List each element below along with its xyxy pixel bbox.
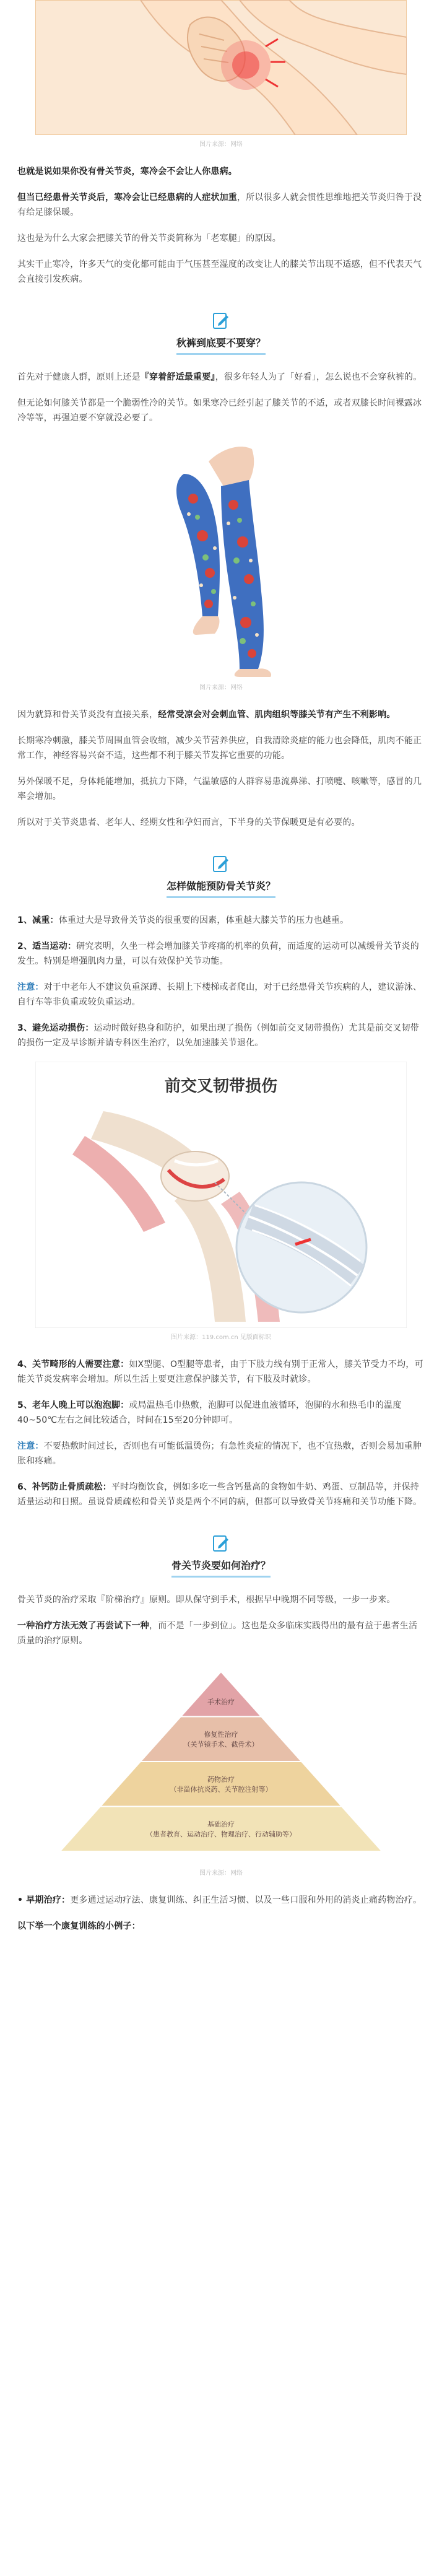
pyramid-level-label: （非甾体抗炎药、关节腔注射等）	[170, 1785, 272, 1794]
pen-icon	[212, 855, 230, 873]
list-item: 6、补钙防止骨质疏松：平时均衡饮食，例如多吃一些含钙量高的食物如牛奶、鸡蛋、豆制品等，并保持适量运动和日照。虽说骨质疏松和骨关节炎是两个不同的病，但都可以导致骨关节疼痛和关节功能下降。	[17, 1482, 422, 1507]
acl-injury-figure	[17, 1062, 425, 1328]
pyramid-level-label: 基础治疗	[207, 1820, 235, 1828]
treatment-pyramid	[17, 1659, 425, 1864]
paragraph: 以下举一个康复训练的小例子：	[17, 1921, 141, 1931]
section-header	[17, 1534, 425, 1578]
pyramid-level-label: 手术治疗	[207, 1698, 235, 1706]
image-caption: 图片来源：网络	[199, 141, 243, 148]
pyramid-level-label: 修复性治疗	[204, 1730, 238, 1739]
paragraph: 另外保暖不足，身体耗能增加，抵抗力下降，气温敏感的人群容易患流鼻涕、打喷嚏、咳嗽等，感冒的几率会增加。	[17, 777, 422, 801]
pyramid-level	[100, 1762, 342, 1807]
note: 注意：不要热敷时间过长，否则也有可能低温烫伤；有急性炎症的情况下，也不宜热敷，否则会易加重肿胀和疼痛。	[17, 1441, 422, 1466]
knee-pain-illustration	[0, 0, 442, 135]
list-item: 5、老年人晚上可以泡泡脚：或局温热毛巾热敷，泡脚可以促进血液循环，泡脚的水和热毛巾的温度40~50℃左右之间比较适合，时间在15至20分钟即可。	[17, 1400, 402, 1425]
list-item: 4、关节畸形的人需要注意：如X型腿、O型腿等患者，由于下肢力线有别于正常人，膝关节受力不均，可能关节炎发病率会增加。所以生活上要更注意保护膝关节，有下肢及时就诊。	[17, 1360, 423, 1384]
pen-icon	[212, 312, 230, 330]
paragraph: • 早期治疗：更多通过运动疗法、康复训练、纠正生活习惯、以及一些口服和外用的消炎止痛药物治疗。	[17, 1895, 422, 1905]
section-header	[17, 312, 425, 355]
pyramid-level-label: （患者教育、运动治疗、物理治疗、行动辅助等）	[146, 1830, 296, 1838]
note: 注意：对于中老年人不建议负重深蹲、长期上下楼梯或者爬山，对于已经患骨关节疾病的人，建议游泳、自行车等非负重或较负重运动。	[17, 982, 422, 1007]
paragraph: 因为就算和骨关节炎没有直接关系，经常受凉会对会刺血管、肌肉组织等膝关节有产生不利影响。	[17, 710, 396, 720]
paragraph: 长期寒冷刺激，膝关节周围血管会收缩，减少关节营养供应，自我清除炎症的能力也会降低，肌肉不能正常工作，神经容易兴奋不适，这些都不利于膝关节发挥它重要的功能。	[17, 736, 422, 761]
paragraph: 首先对于健康人群，原则上还是『穿着舒适最重要』，很多年轻人为了「好看」，怎么说也不会穿秋裤的。	[17, 372, 422, 382]
pyramid-level-label: （关节镜手术、截骨术）	[183, 1740, 259, 1749]
image-caption: 图片来源：网络	[199, 1870, 243, 1877]
section-title: 怎样做能预防骨关节炎？	[167, 878, 275, 898]
list-item: 2、适当运动：研究表明，久坐一样会增加膝关节疼痛的机率的负荷，而适度的运动可以减缓骨关节炎的发生。特别是增强肌肉力量，可以有效保护关节功能。	[17, 941, 419, 966]
paragraph: 但无论如何膝关节都是一个脆弱性冷的关节。如果寒冷已经引起了膝关节的不适，或者双膝长时间裸露冰冷等等，再强迫要不穿就没必要了。	[17, 398, 422, 423]
section-title: 秋裤到底要不要穿？	[176, 335, 266, 355]
pen-icon	[212, 1534, 230, 1553]
paragraph: 其实干止寒冷，许多天气的变化都可能由于气压甚至湿度的改变让人的膝关节出现不适感，但不代表天气会直接引发疾病。	[17, 260, 422, 284]
paragraph: 一种治疗方法无效了再尝试下一种，而不是「一步到位」。这也是众多临床实践得出的最有益于患者生活质量的治疗原则。	[17, 1621, 418, 1646]
paragraph: 这也是为什么大家会把膝关节的骨关节炎简称为「老寒腿」的原因。	[17, 234, 281, 243]
pyramid-level	[181, 1672, 261, 1717]
section-title: 骨关节炎要如何治疗？	[171, 1558, 271, 1578]
paragraph: 也就是说如果你没有骨关节炎，寒冷会不会让人你患病。	[17, 167, 237, 177]
section-header	[17, 855, 425, 898]
pyramid-level	[141, 1717, 301, 1762]
list-item: 3、避免运动损伤：运动时做好热身和防护，如果出现了损伤（例如前交叉韧带损伤）尤其是前交叉韧带的损伤一定及早诊断并请专科医生治疗，以免加速膝关节退化。	[17, 1023, 419, 1048]
paragraph: 但当已经患骨关节炎后，寒冷会让已经患病的人症状加重，所以很多人就会惯性思维地把关节炎归咎于没有给足膝保暖。	[17, 193, 422, 217]
image-caption: 图片来源：119.com.cn 见版面标识	[171, 1334, 271, 1341]
pyramid-level-label: 药物治疗	[207, 1775, 235, 1784]
image-caption: 图片来源：网络	[199, 684, 243, 691]
list-item: 1、减重：体重过大是导致骨关节炎的很重要的因素，体重越大膝关节的压力也越重。	[17, 915, 349, 925]
acl-title: 前交叉韧带损伤	[164, 1077, 278, 1096]
floral-leggings-illustration	[17, 437, 425, 678]
pyramid-level	[60, 1807, 382, 1852]
paragraph: 骨关节炎的治疗采取『阶梯治疗』原则。即从保守到手术，根据早中晚期不同等级，一步一步来。	[17, 1595, 396, 1605]
paragraph: 所以对于关节炎患者、老年人、经期女性和孕妇而言，下半身的关节保暖更是有必要的。	[17, 818, 360, 827]
